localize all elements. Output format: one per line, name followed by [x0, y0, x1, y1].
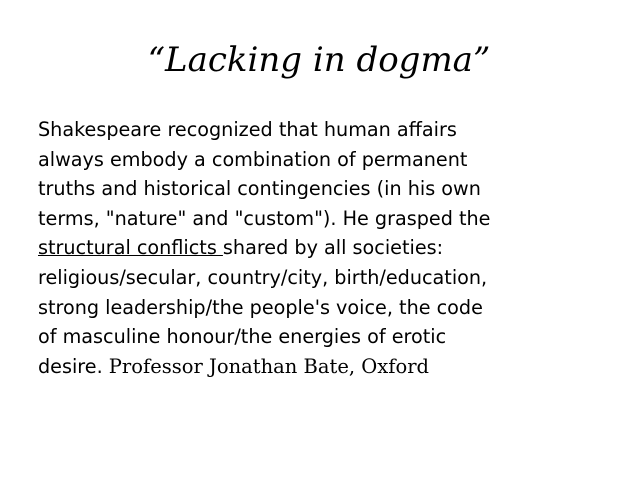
underlined-phrase: structural conflicts	[38, 236, 223, 260]
quote-line-1: Shakespeare recognized that human affairs	[38, 118, 457, 141]
quote-line-6: religious/secular, country/city, birth/education,	[38, 265, 488, 289]
quote-line-3: truths and historical contingencies (in his own	[38, 177, 481, 201]
quote-line-2: always embody a combination of permanent	[38, 147, 468, 171]
attribution: Professor Jonathan Bate, Oxford	[108, 354, 430, 378]
quote-line-9	[38, 352, 598, 382]
quote-line-7: strong leadership/the people's voice, the code	[38, 295, 483, 319]
quote-line-9-start: desire.	[38, 354, 109, 378]
quote-line-5-rest: shared by all societies:	[222, 236, 444, 260]
slide-title: “Lacking in dogma”	[147, 40, 491, 80]
quote-line-5	[38, 233, 598, 263]
quote-body	[38, 115, 598, 381]
quote-line-4: terms, "nature" and "custom"). He grasped the	[38, 206, 491, 230]
quote-line-8: of masculine honour/the energies of erotic	[38, 325, 447, 349]
